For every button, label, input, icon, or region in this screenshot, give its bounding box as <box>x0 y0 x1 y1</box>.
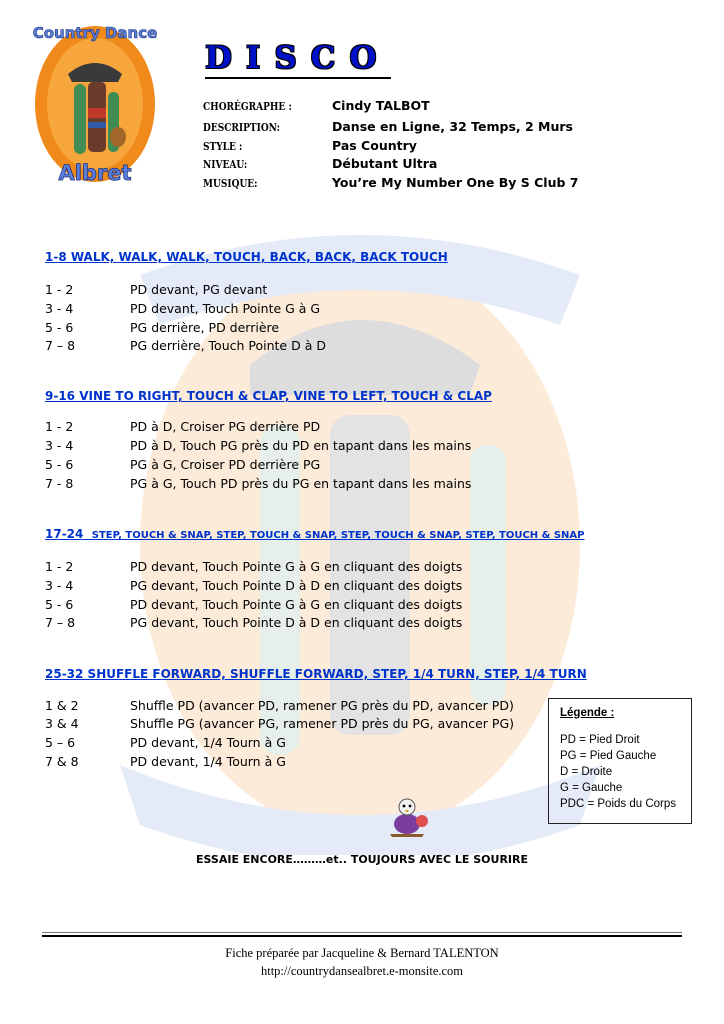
step-count: 7 & 8 <box>45 754 79 769</box>
meta-label-description: DESCRIPTION: <box>203 121 280 134</box>
step-count: 3 & 4 <box>45 716 79 731</box>
legend-item: PDC = Poids du Corps <box>560 798 677 810</box>
section-heading-text: STEP, TOUCH & SNAP, STEP, TOUCH & SNAP, STEP, TOUCH & SNAP, STEP, TOUCH & SNAP <box>91 530 585 541</box>
step-count: 5 - 6 <box>45 320 74 335</box>
step-count: 3 - 4 <box>45 438 74 453</box>
closing-message <box>0 853 724 866</box>
country-dance-albret-logo <box>30 12 160 187</box>
step-description: PD à D, Touch PG près du PD en tapant dans les mains <box>130 438 472 453</box>
meta-value-choreographer: Cindy TALBOT <box>332 98 430 113</box>
step-description: PG derrière, PD derrière <box>130 320 280 335</box>
step-description: PD devant, PG devant <box>130 282 268 297</box>
step-count: 3 - 4 <box>45 301 74 316</box>
title-underline <box>205 77 391 79</box>
legend-item: PG = Pied Gauche <box>560 750 657 762</box>
closing-text: ESSAIE ENCORE………et.. TOUJOURS AVEC LE SOURIRE <box>195 853 529 866</box>
legend-box <box>548 698 692 824</box>
logo-bottom-text: Albret <box>58 161 132 185</box>
legend-item: G = Gauche <box>560 782 623 794</box>
step-count: 7 – 8 <box>45 338 76 353</box>
step-count: 1 - 2 <box>45 419 74 434</box>
meta-label-style: STYLE : <box>203 140 243 153</box>
legend-title: Légende : <box>560 707 615 719</box>
footer-url[interactable]: http://countrydansealbret.e-monsite.com <box>260 964 464 978</box>
footer-divider <box>42 932 682 933</box>
meta-label-music: MUSIQUE: <box>203 177 258 190</box>
section-heading-17-24 <box>45 527 585 541</box>
step-description: PD devant, 1/4 Tourn à G <box>130 735 286 750</box>
legend-item: PD = Pied Droit <box>560 734 640 746</box>
meta-value-music: You’re My Number One By S Club 7 <box>332 175 579 190</box>
step-description: PG devant, Touch Pointe D à D en cliquant des doigts <box>130 578 463 593</box>
step-description: Shuffle PG (avancer PG, ramener PD près du PG, avancer PG) <box>130 716 515 731</box>
step-description: PD devant, Touch Pointe G à G en cliquant des doigts <box>130 597 463 612</box>
meta-label-choreographer: CHORÉGRAPHE : <box>203 100 292 113</box>
step-description: PD devant, Touch Pointe G à G en cliquant des doigts <box>130 559 463 574</box>
meta-value-style: Pas Country <box>332 138 417 153</box>
step-count: 7 - 8 <box>45 476 74 491</box>
step-description: Shuffle PD (avancer PD, ramener PG près du PD, avancer PD) <box>130 698 514 713</box>
step-count: 3 - 4 <box>45 578 74 593</box>
step-count: 5 - 6 <box>45 457 74 472</box>
section-heading-prefix: 17-24 <box>45 527 84 541</box>
legend-item: D = Droite <box>560 766 613 778</box>
step-count: 1 & 2 <box>45 698 79 713</box>
dance-title: DISCO <box>205 40 391 76</box>
step-count: 7 – 8 <box>45 615 76 630</box>
step-description: PD à D, Croiser PG derrière PD <box>130 419 321 434</box>
step-description: PG devant, Touch Pointe D à D en cliquant des doigts <box>130 615 463 630</box>
footer-divider <box>42 935 682 937</box>
mascot-bird-icon <box>384 794 430 840</box>
step-description: PD devant, Touch Pointe G à G <box>130 301 321 316</box>
step-description: PG derrière, Touch Pointe D à D <box>130 338 326 353</box>
meta-value-level: Débutant Ultra <box>332 156 438 171</box>
meta-value-description: Danse en Ligne, 32 Temps, 2 Murs <box>332 119 573 134</box>
meta-label-level: NIVEAU: <box>203 158 248 171</box>
section-heading-25-32: 25-32 SHUFFLE FORWARD, SHUFFLE FORWARD, STEP, 1/4 TURN, STEP, 1/4 TURN <box>45 667 587 681</box>
logo-top-text: Country Dance <box>32 24 158 42</box>
step-count: 1 - 2 <box>45 282 74 297</box>
section-heading-9-16: 9-16 VINE TO RIGHT, TOUCH & CLAP, VINE TO LEFT, TOUCH & CLAP <box>45 389 492 403</box>
footer-prepared-by: Fiche préparée par Jacqueline & Bernard TALENTON <box>225 946 499 960</box>
step-description: PG à G, Touch PD près du PG en tapant dans les mains <box>130 476 472 491</box>
step-description: PG à G, Croiser PD derrière PG <box>130 457 321 472</box>
step-count: 5 - 6 <box>45 597 74 612</box>
section-heading-1-8: 1-8 WALK, WALK, WALK, TOUCH, BACK, BACK, BACK TOUCH <box>45 250 448 264</box>
step-description: PD devant, 1/4 Tourn à G <box>130 754 286 769</box>
step-count: 1 - 2 <box>45 559 74 574</box>
step-count: 5 – 6 <box>45 735 76 750</box>
